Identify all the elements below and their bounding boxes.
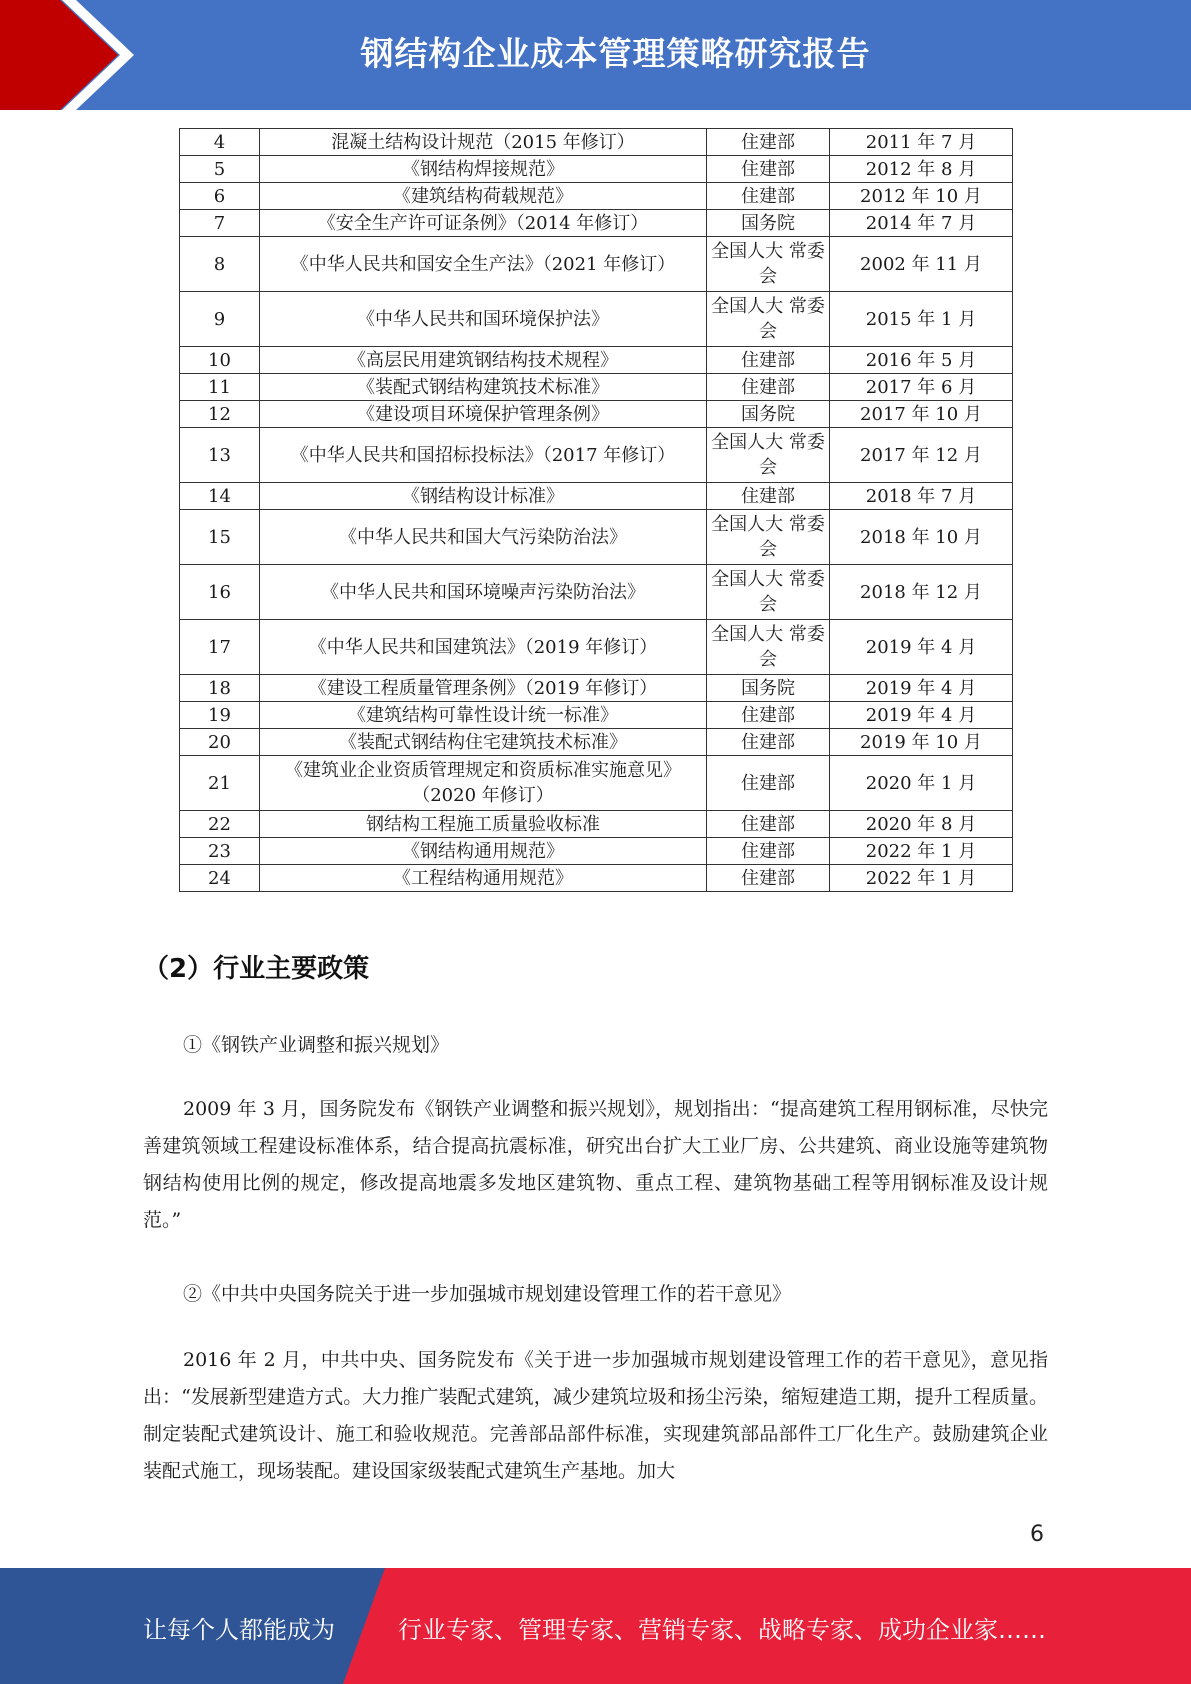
issuing-authority: 住建部 (707, 756, 830, 811)
table-row (180, 510, 1013, 565)
regulation-name: 《中华人民共和国环境保护法》 (260, 292, 707, 347)
row-number: 17 (180, 620, 260, 675)
policy-paragraph: 2009 年 3 月，国务院发布《钢铁产业调整和振兴规划》，规划指出：“提高建筑工程用钢标准，尽快完善建筑领域工程建设标准体系，结合提高抗震标准，研究出台扩大工业厂房、公共建筑、商业设施等建筑物钢结构使用比例的规定，修改提高地震多发地区建筑物、重点工程、建筑物基础工程等用钢标准及设计规范。” (143, 1098, 1048, 1231)
table-row (180, 675, 1013, 702)
regulation-name: 《建筑结构荷载规范》 (260, 183, 707, 210)
regulation-name: 《装配式钢结构建筑技术标准》 (260, 374, 707, 401)
report-title: 钢结构企业成本管理策略研究报告 (360, 34, 871, 73)
regulation-name: 《中华人民共和国大气污染防治法》 (260, 510, 707, 565)
issue-date: 2020 年 8 月 (830, 811, 1013, 838)
issuing-authority: 国务院 (707, 675, 830, 702)
footer-banner (0, 1568, 1191, 1684)
table-row (180, 565, 1013, 620)
row-number: 9 (180, 292, 260, 347)
table-row (180, 838, 1013, 865)
issuing-authority: 住建部 (707, 374, 830, 401)
issue-date: 2020 年 1 月 (830, 756, 1013, 811)
section-heading: （2）行业主要政策 (143, 954, 370, 984)
table-row (180, 374, 1013, 401)
regulation-name: 《钢结构设计标准》 (260, 483, 707, 510)
regulation-name: 《中华人民共和国招标投标法》（2017 年修订） (260, 428, 707, 483)
issue-date: 2002 年 11 月 (830, 237, 1013, 292)
row-number: 18 (180, 675, 260, 702)
issue-date: 2018 年 7 月 (830, 483, 1013, 510)
issue-date: 2019 年 4 月 (830, 702, 1013, 729)
policy-item-title: ②《中共中央国务院关于进一步加强城市规划建设管理工作的若干意见》 (183, 1283, 792, 1305)
table-row (180, 347, 1013, 374)
row-number: 7 (180, 210, 260, 237)
issuing-authority: 国务院 (707, 401, 830, 428)
row-number: 10 (180, 347, 260, 374)
table-row (180, 702, 1013, 729)
table-row (180, 210, 1013, 237)
issuing-authority: 住建部 (707, 865, 830, 892)
issue-date: 2022 年 1 月 (830, 865, 1013, 892)
issue-date: 2017 年 6 月 (830, 374, 1013, 401)
row-number: 8 (180, 237, 260, 292)
row-number: 16 (180, 565, 260, 620)
table-row (180, 129, 1013, 156)
issue-date: 2014 年 7 月 (830, 210, 1013, 237)
row-number: 21 (180, 756, 260, 811)
row-number: 23 (180, 838, 260, 865)
issue-date: 2018 年 10 月 (830, 510, 1013, 565)
footer-slogan-right: 行业专家、管理专家、营销专家、战略专家、成功企业家…… (398, 1616, 1046, 1644)
regulation-name: 《工程结构通用规范》 (260, 865, 707, 892)
issuing-authority: 国务院 (707, 210, 830, 237)
issuing-authority: 全国人大 常委会 (707, 292, 830, 347)
issue-date: 2018 年 12 月 (830, 565, 1013, 620)
issuing-authority: 住建部 (707, 483, 830, 510)
regulation-name: 《建筑结构可靠性设计统一标准》 (260, 702, 707, 729)
regulation-name: 《装配式钢结构住宅建筑技术标准》 (260, 729, 707, 756)
regulation-name: 《中华人民共和国环境噪声污染防治法》 (260, 565, 707, 620)
issuing-authority: 住建部 (707, 183, 830, 210)
regulation-name: 钢结构工程施工质量验收标准 (260, 811, 707, 838)
row-number: 6 (180, 183, 260, 210)
issue-date: 2019 年 4 月 (830, 675, 1013, 702)
table-row (180, 729, 1013, 756)
regulation-name: 《安全生产许可证条例》（2014 年修订） (260, 210, 707, 237)
page-number: 6 (1030, 1522, 1044, 1547)
issuing-authority: 住建部 (707, 347, 830, 374)
regulation-name: 《建设项目环境保护管理条例》 (260, 401, 707, 428)
issue-date: 2015 年 1 月 (830, 292, 1013, 347)
table-row (180, 811, 1013, 838)
issue-date: 2019 年 10 月 (830, 729, 1013, 756)
row-number: 20 (180, 729, 260, 756)
issue-date: 2017 年 12 月 (830, 428, 1013, 483)
regulation-name: 混凝土结构设计规范（2015 年修订） (260, 129, 707, 156)
regulation-name: 《钢结构通用规范》 (260, 838, 707, 865)
table-row (180, 756, 1013, 811)
issuing-authority: 住建部 (707, 811, 830, 838)
row-number: 4 (180, 129, 260, 156)
issue-date: 2022 年 1 月 (830, 838, 1013, 865)
regulation-name: 《建筑业企业资质管理规定和资质标准实施意见》（2020 年修订） (260, 756, 707, 811)
regulations-table (179, 128, 1013, 892)
table-row (180, 183, 1013, 210)
issue-date: 2012 年 8 月 (830, 156, 1013, 183)
issuing-authority: 住建部 (707, 729, 830, 756)
policy-item-title: ①《钢铁产业调整和振兴规划》 (183, 1034, 450, 1056)
regulation-name: 《钢结构焊接规范》 (260, 156, 707, 183)
row-number: 14 (180, 483, 260, 510)
table-row (180, 428, 1013, 483)
footer-slogan-left: 让每个人都能成为 (143, 1616, 335, 1644)
issuing-authority: 全国人大 常委会 (707, 565, 830, 620)
row-number: 12 (180, 401, 260, 428)
issuing-authority: 住建部 (707, 129, 830, 156)
row-number: 11 (180, 374, 260, 401)
policy-paragraph: 2016 年 2 月，中共中央、国务院发布《关于进一步加强城市规划建设管理工作的若干意见》，意见指出：“发展新型建造方式。大力推广装配式建筑，减少建筑垃圾和扬尘污染，缩短建造工期，提升工程质量。制定装配式建筑设计、施工和验收规范。完善部品部件标准，实现建筑部品部件工厂化生产。鼓励建筑企业装配式施工，现场装配。建设国家级装配式建筑生产基地。加大 (143, 1349, 1048, 1482)
row-number: 13 (180, 428, 260, 483)
row-number: 19 (180, 702, 260, 729)
issuing-authority: 全国人大 常委会 (707, 620, 830, 675)
row-number: 22 (180, 811, 260, 838)
issuing-authority: 住建部 (707, 838, 830, 865)
table-row (180, 237, 1013, 292)
row-number: 15 (180, 510, 260, 565)
row-number: 24 (180, 865, 260, 892)
regulation-name: 《建设工程质量管理条例》（2019 年修订） (260, 675, 707, 702)
table-row (180, 483, 1013, 510)
row-number: 5 (180, 156, 260, 183)
table-row (180, 865, 1013, 892)
regulation-name: 《中华人民共和国建筑法》（2019 年修订） (260, 620, 707, 675)
issue-date: 2011 年 7 月 (830, 129, 1013, 156)
issue-date: 2019 年 4 月 (830, 620, 1013, 675)
issuing-authority: 全国人大 常委会 (707, 428, 830, 483)
issuing-authority: 全国人大 常委会 (707, 237, 830, 292)
issuing-authority: 住建部 (707, 156, 830, 183)
issue-date: 2016 年 5 月 (830, 347, 1013, 374)
issue-date: 2012 年 10 月 (830, 183, 1013, 210)
issuing-authority: 住建部 (707, 702, 830, 729)
header-banner (0, 0, 1191, 110)
regulation-name: 《高层民用建筑钢结构技术规程》 (260, 347, 707, 374)
table-row (180, 620, 1013, 675)
regulation-name: 《中华人民共和国安全生产法》（2021 年修订） (260, 237, 707, 292)
issue-date: 2017 年 10 月 (830, 401, 1013, 428)
issuing-authority: 全国人大 常委会 (707, 510, 830, 565)
table-row (180, 292, 1013, 347)
table-row (180, 156, 1013, 183)
table-row (180, 401, 1013, 428)
